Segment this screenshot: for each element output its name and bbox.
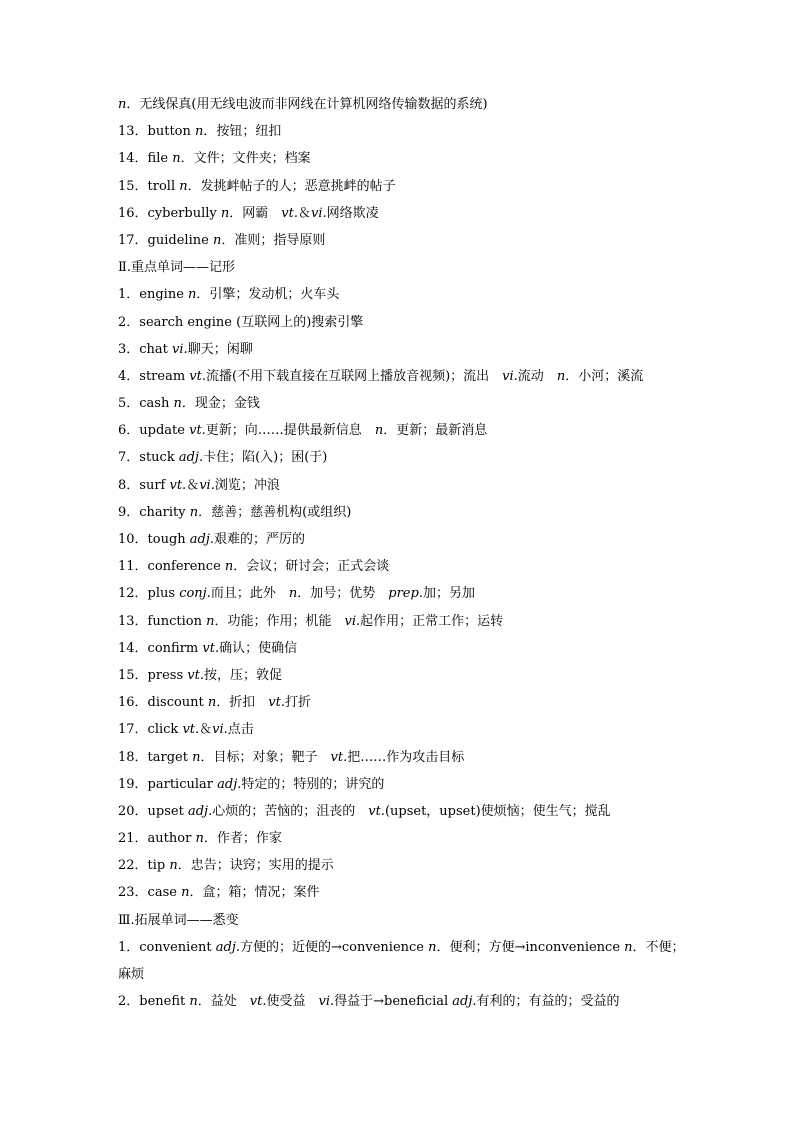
part-of-speech: prep. xyxy=(388,586,423,602)
entry-text: 14．file xyxy=(118,151,173,167)
vocab-entry xyxy=(118,390,688,417)
entry-text: 7．stuck xyxy=(118,450,179,466)
vocab-entry xyxy=(118,118,688,145)
entry-text: 22．tip xyxy=(118,858,170,874)
part-of-speech: adj. xyxy=(215,939,240,955)
part-of-speech: adj. xyxy=(189,532,215,547)
part-of-speech: n xyxy=(118,97,127,112)
part-of-speech: vt. xyxy=(187,667,204,683)
entry-text: ＆ xyxy=(297,205,311,221)
entry-text: ．网霸 xyxy=(229,205,282,221)
entry-text: 5．cash xyxy=(118,396,174,412)
entry-text: 浏览；冲浪 xyxy=(214,477,280,493)
part-of-speech: n xyxy=(224,559,234,575)
entry-text: 有利的；有益的；受益的 xyxy=(476,994,620,1010)
entry-text: ．不便；麻烦 xyxy=(118,939,685,983)
entry-text: ．准则；指导原则 xyxy=(221,232,326,248)
entry-text: 3．chat xyxy=(118,341,173,357)
part-of-speech: vt. xyxy=(281,205,298,221)
vocab-entry xyxy=(118,689,688,716)
entry-text: ．按钮；纽扣 xyxy=(203,124,282,140)
part-of-speech: n xyxy=(195,831,204,847)
part-of-speech: n xyxy=(192,749,201,765)
entry-text: 16．cyberbully xyxy=(118,205,221,221)
entry-text: 11．conference xyxy=(118,559,225,575)
part-of-speech: vt. xyxy=(368,803,385,819)
part-of-speech: vi. xyxy=(172,341,188,357)
entry-text: 聊天；闲聊 xyxy=(187,341,253,357)
vocab-entry xyxy=(118,988,688,1015)
entry-text: 方便的；近便的→convenience xyxy=(240,939,429,955)
entry-text: ．慈善；慈善机构(或组织) xyxy=(198,504,352,520)
entry-text: 15．press xyxy=(118,667,188,683)
entry-text: 2．search engine (互联网上的)搜索引擎 xyxy=(118,314,364,330)
vocab-entry xyxy=(118,309,688,336)
entry-text: 流动 xyxy=(517,368,557,384)
part-of-speech: vt. xyxy=(169,477,187,493)
part-of-speech: n xyxy=(212,232,222,248)
entry-text: ．盒；箱；情况；案件 xyxy=(189,885,320,901)
entry-text: 更新；向……提供最新信息 xyxy=(205,423,375,439)
entry-text: 6．update xyxy=(118,423,190,439)
entry-text: ．折扣 xyxy=(216,695,269,711)
part-of-speech: n xyxy=(189,504,199,520)
part-of-speech: conj. xyxy=(179,586,211,602)
entry-text: ．便利；方便→inconvenience xyxy=(436,939,625,955)
entry-text: 10．tough xyxy=(118,532,190,547)
entry-text: ．作者；作家 xyxy=(203,831,282,847)
entry-text: ．引擎；发动机；火车头 xyxy=(196,287,340,303)
vocab-entry xyxy=(118,825,688,852)
entry-text: 卡住；陷(入)；困(于) xyxy=(203,450,328,466)
part-of-speech: vi. xyxy=(318,994,335,1010)
part-of-speech: vi. xyxy=(502,368,518,384)
entry-text: 1．convenient xyxy=(118,939,216,955)
entry-text: ．目标；对象；靶子 xyxy=(200,749,331,765)
entry-text: ．发挑衅帖子的人；恶意挑衅的帖子 xyxy=(187,178,396,194)
entry-text: 4．stream xyxy=(118,368,190,384)
part-of-speech: vt. xyxy=(249,994,267,1010)
part-of-speech: vt. xyxy=(202,640,220,656)
part-of-speech: n xyxy=(188,287,197,303)
vocab-entry xyxy=(118,91,688,118)
part-of-speech: vt. xyxy=(189,423,206,439)
entry-text: 使受益 xyxy=(266,994,319,1010)
entry-text: 网络欺凌 xyxy=(326,205,379,221)
entry-text: 艰难的；严厉的 xyxy=(214,532,306,547)
vocab-entry xyxy=(118,934,688,988)
entry-text: 21．author xyxy=(118,831,196,847)
part-of-speech: vt. xyxy=(268,695,285,711)
entry-text: 14．confirm xyxy=(118,640,203,656)
entry-text: 13．button xyxy=(118,124,196,140)
vocab-entry xyxy=(118,526,688,553)
vocab-entry xyxy=(118,173,688,200)
part-of-speech: adj. xyxy=(452,994,477,1010)
vocab-entry xyxy=(118,336,688,363)
entry-text: ．文件；文件夹；档案 xyxy=(180,151,311,167)
entry-text: ．无线保真(用无线电波而非网线在计算机网络传输数据的系统) xyxy=(126,97,488,112)
part-of-speech: n xyxy=(624,939,633,955)
vocab-entry xyxy=(118,608,688,635)
entry-text: ．功能；作用；机能 xyxy=(214,613,345,629)
part-of-speech: vi. xyxy=(344,613,361,629)
vocab-entry xyxy=(118,553,688,580)
entry-text: 起作用；正常工作；运转 xyxy=(360,613,504,629)
entry-text: ．更新；最新消息 xyxy=(383,423,488,439)
part-of-speech: n xyxy=(173,396,182,412)
part-of-speech: vi. xyxy=(212,722,228,738)
vocab-entry xyxy=(118,499,688,526)
part-of-speech: n xyxy=(374,423,384,439)
entry-text: 9．charity xyxy=(118,504,190,520)
part-of-speech: n xyxy=(189,994,198,1010)
vocab-entry xyxy=(118,444,688,471)
entry-text: 点击 xyxy=(227,722,254,738)
entry-text: 加；另加 xyxy=(422,586,475,602)
vocabulary-list xyxy=(118,91,688,1015)
part-of-speech: n xyxy=(169,858,178,874)
section-heading xyxy=(118,907,688,934)
entry-text: ＆ xyxy=(186,477,200,493)
part-of-speech: vt. xyxy=(182,722,200,738)
entry-text: ．现金；金钱 xyxy=(181,396,260,412)
part-of-speech: vi. xyxy=(311,205,327,221)
vocab-entry xyxy=(118,417,688,444)
entry-text: ．加号；优势 xyxy=(297,586,389,602)
entry-text: (upset，upset)使烦恼；使生气；搅乱 xyxy=(384,803,611,819)
entry-text: 2．benefit xyxy=(118,994,190,1010)
vocab-entry xyxy=(118,716,688,743)
entry-text: 而且；此外 xyxy=(210,586,289,602)
vocab-entry xyxy=(118,227,688,254)
part-of-speech: adj. xyxy=(178,450,204,466)
entry-text: 确认；使确信 xyxy=(219,640,298,656)
entry-text: 按，压；敦促 xyxy=(203,667,282,683)
part-of-speech: n xyxy=(207,695,217,711)
entry-text: 12．plus xyxy=(118,586,180,602)
vocab-entry xyxy=(118,852,688,879)
entry-text: 得益于→beneficial xyxy=(334,994,453,1010)
vocab-entry xyxy=(118,200,688,227)
part-of-speech: n xyxy=(206,613,215,629)
vocab-entry xyxy=(118,744,688,771)
vocab-entry xyxy=(118,472,688,499)
part-of-speech: vt. xyxy=(189,368,206,384)
entry-text: 20．upset xyxy=(118,803,188,819)
vocab-entry xyxy=(118,635,688,662)
entry-text: 17．click xyxy=(118,722,183,738)
entry-text: ＆ xyxy=(199,722,213,738)
vocab-entry xyxy=(118,363,688,390)
entry-text: 15．troll xyxy=(118,178,180,194)
part-of-speech: vt. xyxy=(330,749,348,765)
vocab-entry xyxy=(118,281,688,308)
part-of-speech: n xyxy=(181,885,190,901)
part-of-speech: n xyxy=(556,368,566,384)
part-of-speech: adj. xyxy=(217,776,242,792)
part-of-speech: n xyxy=(195,124,204,140)
vocab-entry xyxy=(118,771,688,798)
entry-text: 13．function xyxy=(118,613,207,629)
entry-text: Ⅱ.重点单词——记形 xyxy=(118,260,235,276)
entry-text: ．会议；研讨会；正式会谈 xyxy=(233,559,390,575)
part-of-speech: n xyxy=(428,939,437,955)
entry-text: ．小河；溪流 xyxy=(565,368,644,384)
entry-text: 流播(不用下载直接在互联网上播放音视频)；流出 xyxy=(206,368,503,384)
vocab-entry xyxy=(118,798,688,825)
entry-text: 16．discount xyxy=(118,695,208,711)
entry-text: 18．target xyxy=(118,749,193,765)
part-of-speech: n xyxy=(179,178,188,194)
entry-text: Ⅲ.拓展单词——悉变 xyxy=(118,912,239,928)
entry-text: 19．particular xyxy=(118,776,218,792)
entry-text: 特定的；特别的；讲究的 xyxy=(241,776,385,792)
entry-text: 把……作为攻击目标 xyxy=(347,749,465,765)
part-of-speech: n xyxy=(172,151,181,167)
part-of-speech: vi. xyxy=(199,477,215,493)
vocab-entry xyxy=(118,580,688,607)
entry-text: 17．guideline xyxy=(118,232,213,248)
entry-text: 打折 xyxy=(285,695,312,711)
entry-text: 心烦的；苦恼的；沮丧的 xyxy=(212,803,369,819)
vocab-entry xyxy=(118,879,688,906)
entry-text: ．忠告；诀窍；实用的提示 xyxy=(177,858,334,874)
vocab-entry xyxy=(118,145,688,172)
entry-text: 23．case xyxy=(118,885,182,901)
part-of-speech: adj. xyxy=(187,803,213,819)
part-of-speech: n xyxy=(288,586,298,602)
vocab-entry xyxy=(118,662,688,689)
section-heading xyxy=(118,254,688,281)
entry-text: 8．surf xyxy=(118,477,170,493)
entry-text: ．益处 xyxy=(197,994,250,1010)
entry-text: 1．engine xyxy=(118,287,189,303)
part-of-speech: n xyxy=(220,205,230,221)
